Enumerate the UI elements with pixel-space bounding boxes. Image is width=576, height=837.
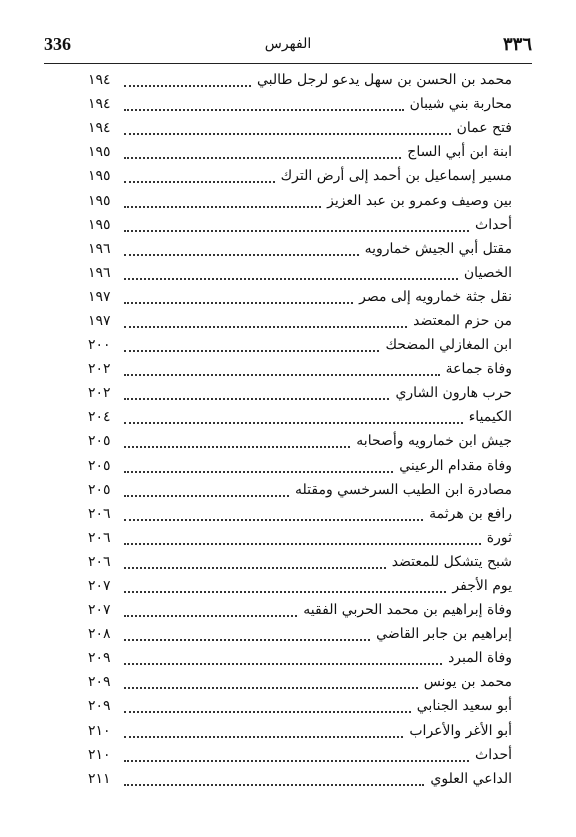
entry-title: فتح عمان [456,120,512,137]
index-entry [88,261,512,285]
dot-leader [124,326,407,328]
entry-title: نقل جثة خمارويه إلى مصر [359,288,512,305]
entry-page-number: ١٩٥ [88,216,111,233]
entry-title: جيش ابن خمارويه وأصحابه [356,433,512,450]
entry-title: الخصيان [463,264,512,281]
dot-leader [124,687,418,689]
index-entry [88,719,512,743]
entry-page-number: ٢١١ [88,770,111,787]
entry-title: أبو الأغر والأعراب [409,722,512,739]
index-entry [88,237,512,261]
entry-title: مصادرة ابن الطيب السرخسي ومقتله [295,481,512,498]
entry-page-number: ٢٠٧ [88,578,111,595]
entry-page-number: ٢١٠ [88,722,111,739]
entry-title: حرب هارون الشاري [395,385,512,402]
entry-title: يوم الأجفر [452,578,512,595]
index-entry [88,333,512,357]
index-entry [88,670,512,694]
index-entry [88,140,512,164]
entry-page-number: ٢٠٥ [88,433,111,450]
index-entry [88,381,512,405]
entry-page-number: ١٩٦ [88,264,111,281]
dot-leader [124,254,359,256]
entry-title: وفاة جماعة [445,361,512,378]
index-entry [88,429,512,453]
entry-title: وفاة إبراهيم بن محمد الحربي الفقيه [303,602,512,619]
entry-page-number: ٢٠٥ [88,457,111,474]
index-entry [88,550,512,574]
entry-page-number: ٢٠٢ [88,361,111,378]
index-entry [88,164,512,188]
dot-leader [124,639,370,641]
dot-leader [124,302,353,304]
entry-page-number: ١٩٥ [88,144,111,161]
entry-page-number: ٢٠٧ [88,602,111,619]
entry-title: ابنة ابن أبي الساج [407,144,512,161]
index-entry [88,116,512,140]
dot-leader [124,663,442,665]
entry-page-number: ٢٠٢ [88,385,111,402]
entry-page-number: ٢٠٩ [88,674,111,691]
index-entry [88,622,512,646]
entry-page-number: ٢٠٦ [88,505,111,522]
index-entry [88,646,512,670]
dot-leader [124,206,321,208]
dot-leader [124,230,469,232]
index-entry [88,188,512,212]
dot-leader [124,398,389,400]
entry-title: من حزم المعتضد [413,312,512,329]
index-entry [88,598,512,622]
index-entry [88,767,512,791]
entry-title: مسير إسماعيل بن أحمد إلى أرض الترك [280,168,512,185]
index-entry [88,213,512,237]
entry-page-number: ١٩٤ [88,120,111,137]
entry-title: محاربة بني شيبان [409,96,512,113]
index-entry [88,574,512,598]
dot-leader [124,471,393,473]
entry-title: ثورة [486,529,512,546]
entry-page-number: ١٩٧ [88,312,111,329]
index-entry [88,92,512,116]
index-entry [88,309,512,333]
entry-page-number: ٢٠٥ [88,481,111,498]
dot-leader [124,567,386,569]
entry-page-number: ٢٠٦ [88,553,111,570]
dot-leader [124,591,446,593]
entry-title: رافع بن هرثمة [429,505,512,522]
dot-leader [124,181,275,183]
entry-title: أبو سعيد الجنابي [416,698,512,715]
dot-leader [124,615,297,617]
entry-page-number: ٢٠٦ [88,529,111,546]
dot-leader [124,519,423,521]
arabic-page-number: ٣٣٦ [502,34,532,55]
entry-page-number: ٢٠٨ [88,626,111,643]
entry-title: الداعي العلوي [430,770,512,787]
dot-leader [124,374,440,376]
dot-leader [124,760,469,762]
entry-page-number: ٢٠٤ [88,409,111,426]
entry-page-number: ٢٠٩ [88,650,111,667]
entry-title: وفاة المبرد [448,650,512,667]
entry-title: محمد بن الحسن بن سهل يدعو لرجل طالبي [256,72,512,89]
dot-leader [124,543,481,545]
entry-title: وفاة مقدام الرعيني [399,457,512,474]
running-title: الفهرس [264,36,312,52]
dot-leader [124,85,251,87]
dot-leader [124,446,350,448]
entry-title: شبح يتشكل للمعتضد [391,553,512,570]
entry-title: ابن المغازلي المضحك [385,337,512,354]
entry-page-number: ١٩٥ [88,168,111,185]
dot-leader [124,736,403,738]
entry-page-number: ١٩٤ [88,72,111,89]
entry-page-number: ٢١٠ [88,746,111,763]
entry-title: أحداث [475,746,512,763]
entry-title: مقتل أبي الجيش خمارويه [364,240,512,257]
dot-leader [124,109,404,111]
entry-page-number: ٢٠٠ [88,337,111,354]
index-entry [88,478,512,502]
header-rule [44,63,532,64]
entry-page-number: ١٩٤ [88,96,111,113]
dot-leader [124,784,424,786]
dot-leader [124,278,458,280]
entry-title: محمد بن يونس [423,674,512,691]
entry-title: الكيمياء [468,409,512,426]
entry-title: أحداث [475,216,512,233]
index-entry [88,68,512,92]
entry-page-number: ١٩٥ [88,192,111,209]
entry-page-number: ١٩٦ [88,240,111,257]
index-entry [88,357,512,381]
dot-leader [124,157,401,159]
index-entry [88,405,512,429]
index-entry [88,743,512,767]
entry-page-number: ١٩٧ [88,288,111,305]
dot-leader [124,133,451,135]
dot-leader [124,711,411,713]
index-entry [88,285,512,309]
latin-page-number: 336 [44,34,71,54]
dot-leader [124,495,289,497]
entry-title: بين وصيف وعمرو بن عبد العزيز [327,192,512,209]
index-entry-list [88,68,512,791]
index-entry [88,454,512,478]
index-entry [88,526,512,550]
index-entry [88,694,512,718]
page-header [44,30,532,64]
entry-title: إبراهيم بن جابر القاضي [376,626,512,643]
entry-page-number: ٢٠٩ [88,698,111,715]
dot-leader [124,350,379,352]
index-entry [88,502,512,526]
dot-leader [124,422,463,424]
